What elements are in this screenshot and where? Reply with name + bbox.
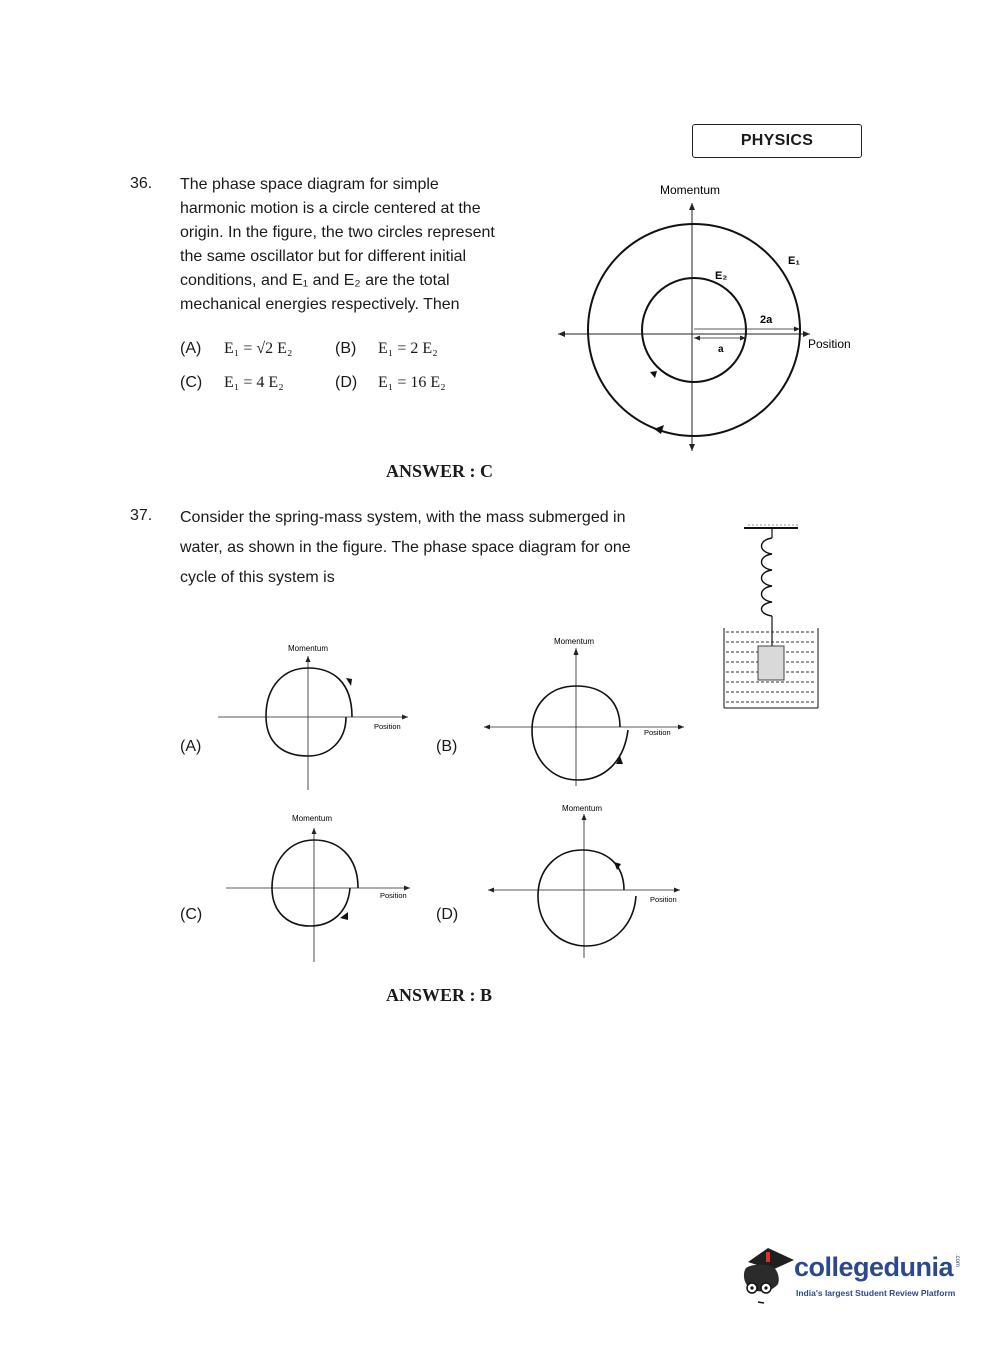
question-36-text [180,173,528,317]
q36-radius-a-arrow-left [694,336,700,341]
q36-option-a-text: E₁ = √2 E₂ [224,340,293,357]
b-spiral [532,686,628,780]
submerged-mass [758,646,784,680]
q37-option-c-label: (C) [180,906,203,923]
q37-line: cycle of this system is [180,569,335,586]
q36-option-a-label: (A) [180,340,202,357]
spring-mass-figure [718,518,824,714]
subject-label: PHYSICS [740,132,814,149]
subject-badge [692,124,862,158]
a-y-label: Momentum [288,644,329,653]
question-number-36: 36. [130,175,153,192]
q37-option-a-label: (A) [180,738,202,755]
q36-phase-diagram [550,175,870,460]
d-spiral [538,850,636,946]
q37-option-d-diagram [484,800,694,962]
q36-outer-direction-arrow [654,425,664,434]
c-x-label: Position [380,891,407,900]
b-x-arrow-left [484,725,490,730]
q36-line: The phase space diagram for simple [180,176,439,193]
q37-line: Consider the spring-mass system, with the mass submerged in [180,509,626,526]
q36-line: harmonic motion is a circle centered at the [180,200,481,217]
a-x-arrow [402,715,408,720]
logo-suffix: .com [954,1254,960,1268]
d-y-label: Momentum [562,804,603,813]
mascot-icon [738,1244,796,1310]
c-x-arrow [404,886,410,891]
d-x-arrow-right [674,888,680,893]
spring-coil [762,538,773,616]
a-direction-arrow [346,678,352,686]
q36-radius-inner-label: a [718,344,724,355]
c-y-label: Momentum [292,814,333,823]
b-x-label: Position [644,728,671,737]
q36-y-axis-arrow-up [689,203,695,210]
d-y-arrow [582,814,587,820]
a-y-arrow [306,656,311,662]
q36-x-label: Position [808,337,851,351]
q37-option-a-diagram [212,636,412,796]
b-y-arrow [574,648,579,655]
q36-e1-label: E₁ [788,255,800,267]
q36-option-b-text: E₁ = 2 E₂ [378,340,438,357]
logo-wordmark: collegedunia [794,1252,954,1282]
d-direction-arrow [614,862,621,870]
q36-y-axis-arrow-down [689,444,695,451]
q36-radius-outer-label: 2a [760,314,773,326]
q36-answer: ANSWER : C [386,461,494,481]
q36-inner-direction-arrow [650,371,657,378]
q37-option-d-label: (D) [436,906,459,923]
c-spiral [272,840,358,926]
c-y-arrow [312,828,317,834]
q36-option-b-label: (B) [335,340,357,357]
d-x-arrow-left [488,888,494,893]
q36-option-c-label: (C) [180,374,203,391]
q36-x-axis-arrow-left [558,331,565,337]
d-x-label: Position [650,895,677,904]
a-x-label: Position [374,722,401,731]
q36-inner-circle [642,278,746,382]
logo-tagline: India's largest Student Review Platform [796,1288,956,1298]
q36-line: origin. In the figure, the two circles represent [180,224,495,241]
q36-outer-circle [588,224,800,436]
q36-e2-label: E₂ [715,270,728,282]
q37-answer: ANSWER : B [386,985,493,1005]
q36-y-label: Momentum [660,183,721,197]
q37-line: water, as shown in the figure. The phase space diagram for one [180,539,631,556]
b-y-label: Momentum [554,637,595,646]
q36-option-c-text: E₁ = 4 E₂ [224,374,284,391]
q36-line: mechanical energies respectively. Then [180,296,460,313]
question-number-37: 37. [130,507,153,524]
q36-option-d-text: E₁ = 16 E₂ [378,374,446,391]
brand-logo[interactable] [738,1244,964,1310]
q36-option-d-label: (D) [335,374,358,391]
q36-line: the same oscillator but for different initial [180,248,467,265]
question-37-text [180,503,694,593]
q37-option-c-diagram [222,808,422,968]
a-spiral [266,668,352,756]
q37-option-b-diagram [480,630,690,790]
q37-option-b-label: (B) [436,738,458,755]
q36-line: conditions, and E₁ and E₂ are the total [180,272,450,289]
b-x-arrow-right [678,725,684,730]
